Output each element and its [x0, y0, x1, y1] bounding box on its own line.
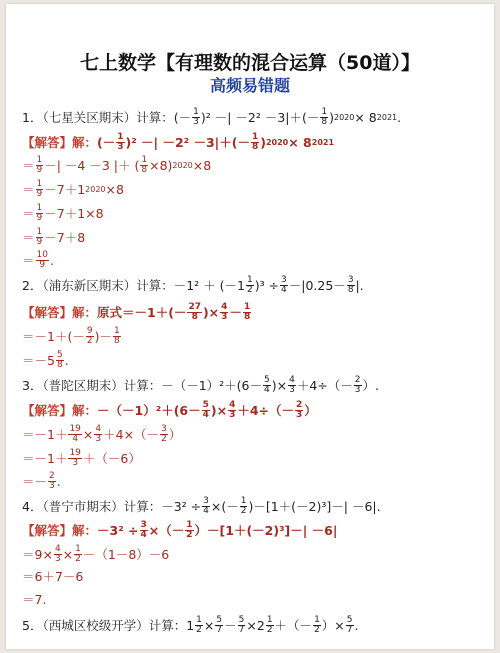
- math-text: [187, 303, 202, 322]
- math-text: )×: [210, 402, 228, 418]
- fraction-denominator: 8: [141, 165, 148, 175]
- fraction-denominator: 2: [161, 434, 167, 444]
- math-text: [246, 276, 254, 295]
- math-text: [202, 497, 210, 516]
- fraction-numerator: 9: [86, 326, 93, 336]
- math-text: [354, 376, 362, 395]
- fraction-numerator: 4: [54, 544, 61, 554]
- math-text: [160, 425, 168, 444]
- fraction-denominator: 8: [347, 285, 354, 295]
- fraction-denominator: 3: [221, 312, 228, 322]
- math-text: ＋4÷（－: [296, 377, 353, 393]
- fraction-denominator: 3: [229, 410, 236, 420]
- math-text: ×: [203, 617, 215, 633]
- fraction-denominator: 4: [140, 530, 147, 540]
- fraction-denominator: 2: [86, 336, 93, 346]
- math-text: [140, 521, 148, 540]
- fraction-denominator: 4: [72, 434, 79, 444]
- answer-1-line-5: [22, 228, 85, 247]
- math-text: )³ ÷: [254, 277, 280, 293]
- math-text: [202, 401, 210, 420]
- math-text: －|0.25－: [288, 277, 346, 293]
- fraction-numerator: 5: [346, 615, 353, 625]
- math-text: .: [397, 109, 402, 125]
- fraction-numerator: 5: [56, 350, 63, 360]
- fraction-denominator: 3: [354, 385, 361, 395]
- page-title: 七上数学【有理数的混合运算（50道）】: [80, 52, 420, 74]
- fraction-numerator: 1: [196, 615, 202, 625]
- fraction-numerator: 1: [186, 520, 193, 530]
- math-text: ＝－5: [22, 352, 55, 368]
- math-text: ＝9×: [22, 546, 53, 562]
- fraction-denominator: 3: [117, 142, 124, 152]
- math-text: )×: [271, 377, 288, 393]
- fraction-denominator: 4: [281, 285, 287, 295]
- math-text: ×8: [192, 157, 212, 173]
- fraction-numerator: 1: [193, 107, 199, 117]
- math-text: [68, 425, 81, 444]
- math-text: [113, 327, 121, 346]
- answer-4-line-3: [22, 568, 83, 586]
- fraction-numerator: 1: [321, 107, 328, 117]
- fraction-denominator: 7: [238, 625, 245, 635]
- math-text: ）－[1＋(－2)³]－| －6|: [194, 522, 338, 538]
- exponent: 2021: [376, 112, 398, 122]
- problem-2: [22, 276, 364, 295]
- math-text: －| －4 －3 |＋ (: [44, 157, 140, 173]
- fraction-numerator: 1: [36, 155, 43, 165]
- fraction-denominator: 3: [296, 410, 303, 420]
- math-text: )－: [94, 328, 112, 344]
- fraction-numerator: 10: [36, 250, 48, 260]
- fraction-numerator: 4: [95, 424, 102, 434]
- math-text: －7＋8: [44, 229, 86, 245]
- math-text: ＋（－: [274, 617, 313, 633]
- answer-1-line-1: [22, 133, 334, 152]
- fraction-denominator: 3: [95, 434, 102, 444]
- answer-3-line-2: [22, 425, 181, 444]
- fraction-numerator: 1: [251, 132, 259, 142]
- exponent: 2021: [311, 137, 335, 147]
- math-text: ＝－1＋: [22, 450, 68, 466]
- math-text: .: [56, 473, 61, 489]
- math-text: [56, 351, 64, 370]
- math-text: [36, 204, 44, 223]
- math-text: × 8: [354, 109, 377, 125]
- math-text: ＝: [22, 252, 35, 268]
- math-text: [243, 303, 251, 322]
- math-text: 原式＝－1＋(－: [97, 304, 187, 320]
- answer-label: 【解答】解：: [22, 304, 98, 320]
- answer-1-line-6: [22, 251, 54, 270]
- math-text: (－: [173, 109, 192, 125]
- answer-label: 【解答】解：: [22, 522, 98, 538]
- fraction-denominator: 3: [49, 481, 55, 491]
- math-text: ＝: [22, 157, 35, 173]
- math-text: [195, 616, 203, 635]
- problem-1-prefix: 1．（七星关区期末）计算：: [22, 109, 174, 125]
- math-text: )² －| －2² －3|＋(－: [200, 109, 320, 125]
- math-text: ＋（－6）: [82, 450, 141, 466]
- math-text: ×8: [105, 181, 124, 197]
- answer-1-line-4: [22, 204, 104, 223]
- math-text: [238, 616, 246, 635]
- math-text: －: [224, 617, 237, 633]
- problem-1: [22, 108, 401, 127]
- fraction-numerator: 1: [117, 132, 124, 142]
- fraction-numerator: 3: [140, 520, 147, 530]
- math-text: [48, 472, 56, 491]
- answer-4-line-4: [22, 591, 46, 609]
- math-text: ＝6＋7－6: [22, 569, 84, 584]
- fraction-numerator: 1: [314, 615, 320, 625]
- math-text: ）×: [321, 617, 345, 633]
- fraction-denominator: 2: [240, 506, 247, 516]
- math-text: [36, 228, 44, 247]
- math-text: ): [329, 109, 334, 125]
- fraction: [192, 108, 200, 127]
- math-text: .: [354, 617, 359, 633]
- math-text: ＝: [22, 205, 35, 221]
- fraction-numerator: 1: [36, 227, 43, 237]
- math-text: [36, 180, 44, 199]
- math-text: ): [260, 134, 266, 150]
- fraction-numerator: 1: [36, 203, 43, 213]
- math-text: ×2: [246, 617, 265, 633]
- fraction-denominator: 9: [36, 165, 43, 175]
- math-text: [36, 156, 44, 175]
- answer-1-line-2: [22, 156, 211, 175]
- fraction-denominator: 3: [193, 117, 199, 127]
- answer-4-line-1: [22, 521, 337, 540]
- fraction-denominator: 2: [266, 625, 273, 635]
- math-text: ＝: [22, 181, 35, 197]
- fraction-denominator: 9: [36, 213, 43, 223]
- fraction-numerator: 1: [113, 326, 120, 336]
- math-text: [116, 133, 124, 152]
- fraction-denominator: 2: [314, 625, 320, 635]
- fraction-denominator: 4: [264, 385, 270, 395]
- fraction-numerator: 3: [161, 424, 167, 434]
- math-text: －3² ÷: [97, 522, 139, 538]
- fraction-numerator: 1: [75, 544, 81, 554]
- math-text: [288, 376, 296, 395]
- fraction-denominator: 3: [72, 458, 79, 468]
- fraction-denominator: 2: [246, 285, 253, 295]
- math-text: (－: [97, 134, 116, 150]
- answer-3-line-4: [22, 472, 61, 491]
- fraction-denominator: 2: [186, 530, 193, 540]
- fraction-numerator: 4: [221, 302, 228, 312]
- math-text: ×8): [149, 157, 173, 173]
- answer-3-line-3: [22, 449, 141, 468]
- math-text: ×: [82, 426, 94, 442]
- math-text: )² －| －2² －3|＋(－: [125, 134, 250, 150]
- math-text: [295, 401, 303, 420]
- answer-2-line-1: [22, 303, 252, 322]
- answer-label: 【解答】解：: [22, 402, 98, 418]
- math-text: ×（－: [148, 522, 185, 538]
- fraction-numerator: 5: [202, 400, 209, 410]
- fraction-numerator: 5: [216, 615, 223, 625]
- fraction-denominator: 7: [216, 625, 223, 635]
- fraction-denominator: 8: [113, 336, 120, 346]
- fraction: [320, 108, 328, 127]
- math-text: .: [49, 252, 54, 268]
- math-text: ×: [62, 546, 74, 562]
- fraction-numerator: 19: [69, 448, 81, 458]
- fraction-numerator: 1: [141, 155, 148, 165]
- fraction-numerator: 4: [229, 400, 236, 410]
- fraction-denominator: 4: [203, 506, 209, 516]
- fraction-numerator: 19: [69, 424, 81, 434]
- fraction-denominator: 4: [202, 410, 209, 420]
- math-text: [251, 133, 259, 152]
- fraction-denominator: 9: [36, 237, 43, 247]
- fraction-denominator: 8: [251, 142, 259, 152]
- math-text: ＋4×（－: [103, 426, 160, 442]
- fraction-numerator: 27: [188, 302, 201, 312]
- fraction-denominator: 2: [196, 625, 202, 635]
- math-text: × 8: [288, 134, 312, 150]
- fraction-numerator: 1: [36, 179, 43, 189]
- fraction-numerator: 1: [266, 615, 273, 625]
- fraction-numerator: 5: [238, 615, 245, 625]
- math-text: |.: [355, 277, 364, 293]
- math-text: －7＋1: [44, 181, 86, 197]
- math-text: [86, 327, 94, 346]
- fraction-denominator: 9: [36, 189, 43, 199]
- math-text: [54, 545, 62, 564]
- fraction-numerator: 2: [49, 471, 55, 481]
- math-text: [263, 376, 271, 395]
- fraction-denominator: 8: [243, 312, 251, 322]
- fraction-numerator: 3: [347, 275, 354, 285]
- answer-3-line-1: [22, 401, 317, 420]
- problem-5-prefix: 5．（西城区校级开学）计算：1: [22, 617, 195, 633]
- math-text: －（－1）²＋(6－: [97, 402, 201, 418]
- exponent: 2020: [265, 137, 289, 147]
- problem-3: [22, 376, 379, 395]
- exponent: 2020: [172, 160, 193, 170]
- fraction-denominator: 8: [321, 117, 328, 127]
- answer-2-line-3: [22, 351, 69, 370]
- fraction-numerator: 1: [246, 275, 253, 285]
- math-text: [266, 616, 274, 635]
- fraction-denominator: 3: [54, 554, 61, 564]
- math-text: [240, 497, 248, 516]
- answer-2-line-2: [22, 327, 122, 346]
- fraction-denominator: 9: [39, 260, 46, 270]
- math-text: [346, 616, 354, 635]
- math-text: [36, 251, 49, 270]
- exponent: 2020: [85, 184, 106, 194]
- math-text: [280, 276, 288, 295]
- math-text: ×(－: [210, 498, 239, 514]
- math-text: －（1－8）－6: [82, 546, 170, 562]
- math-text: )－[1＋(－2)³]－| －6|.: [248, 498, 381, 514]
- math-text: .: [64, 352, 69, 368]
- math-text: ＝7.: [22, 592, 47, 607]
- math-text: ）: [168, 426, 182, 442]
- fraction-numerator: 3: [203, 496, 209, 506]
- math-text: [68, 449, 81, 468]
- math-text: [347, 276, 355, 295]
- answer-1-line-3: [22, 180, 124, 199]
- fraction-numerator: 3: [281, 275, 287, 285]
- fraction-numerator: 4: [289, 375, 295, 385]
- math-text: －: [229, 304, 242, 320]
- math-text: [220, 303, 228, 322]
- page-subtitle: 高频易错题: [209, 76, 290, 95]
- math-text: ＝－1＋: [22, 426, 68, 442]
- fraction-denominator: 8: [56, 360, 63, 370]
- math-text: ）.: [362, 377, 379, 393]
- problem-4-prefix: 4．（普宁市期末）计算：－3² ÷: [22, 498, 202, 514]
- fraction-numerator: 2: [354, 375, 361, 385]
- problem-3-prefix: 3．（普陀区期末）计算：－（－1）²＋(6－: [22, 377, 262, 393]
- problem-4: [22, 497, 381, 516]
- fraction-numerator: 1: [243, 302, 251, 312]
- math-text: [94, 425, 102, 444]
- fraction-denominator: 7: [346, 625, 353, 635]
- math-text: ＋4÷（－: [237, 402, 294, 418]
- fraction-numerator: 2: [296, 400, 303, 410]
- math-text: ＝－1＋(－: [22, 328, 85, 344]
- problem-2-prefix: 2．（浦东新区期末）计算：－1² ＋ (－1: [22, 277, 245, 293]
- fraction-denominator: 2: [75, 554, 81, 564]
- math-text: ＝－: [22, 473, 48, 489]
- fraction-denominator: 3: [289, 385, 295, 395]
- math-text: [228, 401, 236, 420]
- exponent: 2020: [334, 112, 355, 122]
- problem-5: [22, 616, 359, 635]
- math-text: [140, 156, 148, 175]
- math-text: [185, 521, 193, 540]
- math-text: ＝: [22, 229, 35, 245]
- answer-4-line-2: [22, 545, 169, 564]
- math-text: [74, 545, 82, 564]
- fraction-numerator: 1: [240, 496, 247, 506]
- answer-label: 【解答】解：: [22, 134, 98, 150]
- math-text: [215, 616, 223, 635]
- math-text: －7＋1×8: [44, 205, 104, 221]
- fraction-denominator: 8: [191, 312, 198, 322]
- math-text: [313, 616, 321, 635]
- math-text: ）: [304, 402, 317, 418]
- math-text: )×: [202, 304, 220, 320]
- fraction-numerator: 5: [264, 375, 270, 385]
